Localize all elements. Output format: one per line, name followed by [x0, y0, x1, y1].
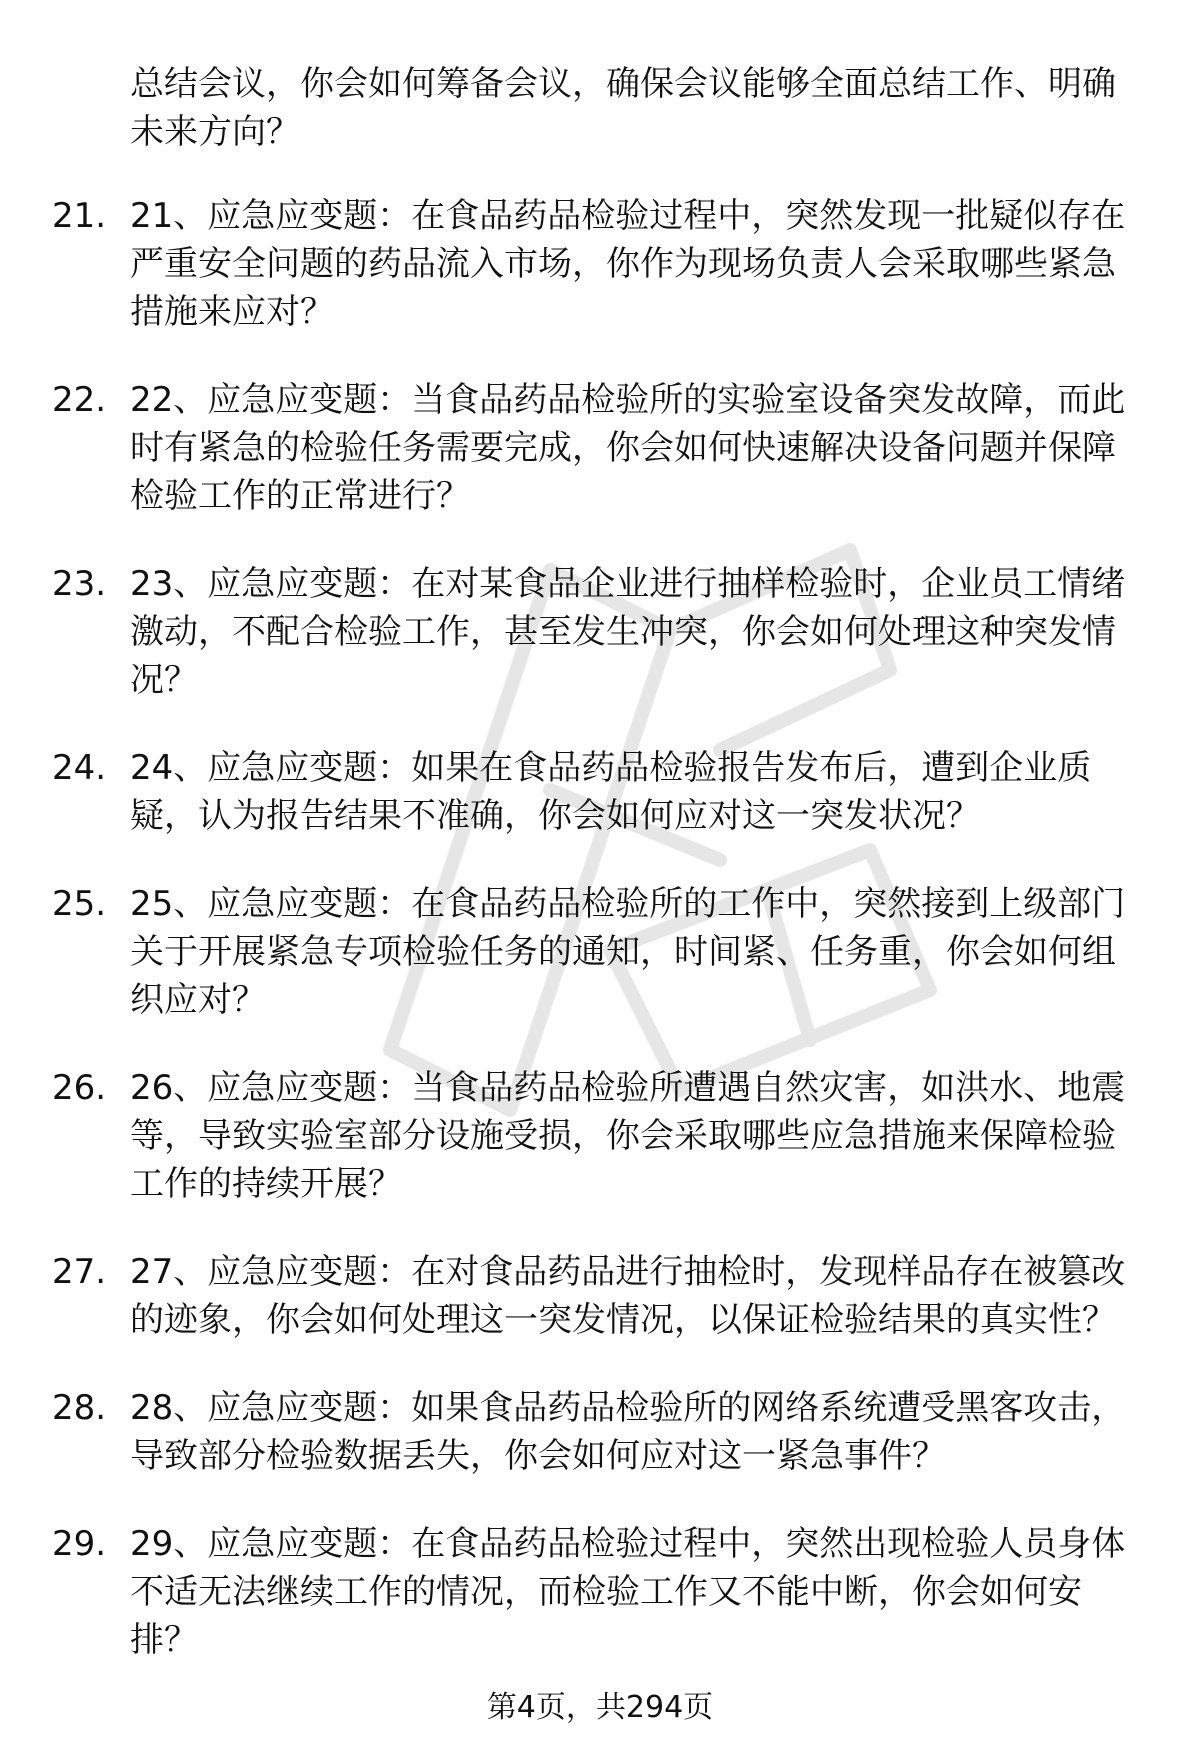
continued-question-text: 总结会议，你会如何筹备会议，确保会议能够全面总结工作、明确未来方向？	[130, 64, 1116, 152]
question-text: 21、应急应变题：在食品药品检验过程中，突然发现一批疑似存在严重安全问题的药品流入市场，你作为现场负责人会采取哪些紧急措施来应对？	[130, 196, 1126, 332]
question-item	[0, 1520, 1140, 1664]
question-item	[0, 1384, 1140, 1480]
question-number: 29.	[52, 1524, 107, 1564]
question-number: 25.	[52, 884, 107, 924]
question-item	[0, 376, 1140, 520]
question-text: 29、应急应变题：在食品药品检验过程中，突然出现检验人员身体不适无法继续工作的情况，而检验工作又不能中断，你会如何安排？	[130, 1524, 1126, 1660]
question-text: 24、应急应变题：如果在食品药品检验报告发布后，遭到企业质疑，认为报告结果不准确，你会如何应对这一突发状况？	[130, 748, 1092, 836]
question-item	[0, 1248, 1140, 1344]
question-number: 27.	[52, 1252, 107, 1292]
question-text: 22、应急应变题：当食品药品检验所的实验室设备突发故障，而此时有紧急的检验任务需要完成，你会如何快速解决设备问题并保障检验工作的正常进行？	[130, 380, 1126, 516]
question-item	[0, 192, 1140, 336]
question-number: 24.	[52, 748, 107, 788]
question-item	[0, 744, 1140, 840]
question-number: 22.	[52, 380, 107, 420]
question-number: 28.	[52, 1388, 107, 1428]
question-item	[0, 560, 1140, 704]
question-text: 28、应急应变题：如果食品药品检验所的网络系统遭受黑客攻击，导致部分检验数据丢失，你会如何应对这一紧急事件？	[130, 1388, 1126, 1476]
question-item	[0, 1064, 1140, 1208]
question-text: 23、应急应变题：在对某食品企业进行抽样检验时，企业员工情绪激动，不配合检验工作，甚至发生冲突，你会如何处理这种突发情况？	[130, 564, 1126, 700]
question-item	[0, 880, 1140, 1024]
question-number: 26.	[52, 1068, 107, 1108]
question-number: 23.	[52, 564, 107, 604]
page-footer: 第4页，共294页	[486, 1690, 714, 1725]
question-text: 25、应急应变题：在食品药品检验所的工作中，突然接到上级部门关于开展紧急专项检验任务的通知，时间紧、任务重，你会如何组织应对？	[130, 884, 1126, 1020]
question-text: 27、应急应变题：在对食品药品进行抽检时，发现样品存在被篡改的迹象，你会如何处理这一突发情况，以保证检验结果的真实性？	[130, 1252, 1126, 1340]
question-number: 21.	[52, 196, 107, 236]
question-list	[0, 192, 1200, 1704]
question-text: 26、应急应变题：当食品药品检验所遭遇自然灾害，如洪水、地震等，导致实验室部分设施受损，你会采取哪些应急措施来保障检验工作的持续开展？	[130, 1068, 1126, 1204]
